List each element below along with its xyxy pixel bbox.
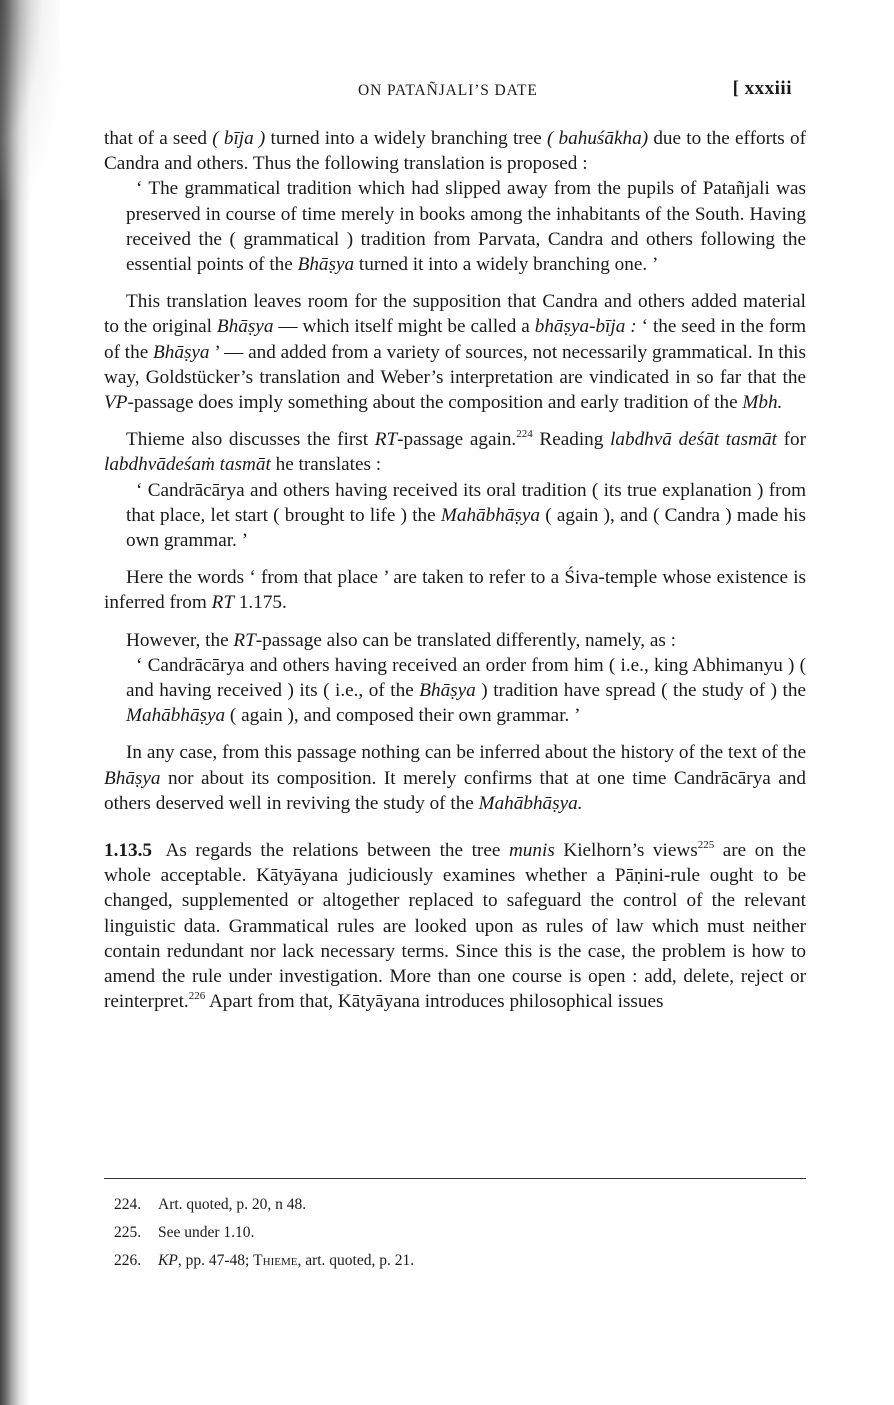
footnote: 224. Art. quoted, p. 20, n 48.	[114, 1196, 307, 1213]
paragraph: This translation leaves room for the supposition that Candra and others added material to the original Bhāṣya — which itself might be called a bhāṣya-bīja : ‘ the seed in the form of the Bhāṣya ’ — and added from a variety of sources, not necessarily grammatical. In this way, Goldstücker’s translation and Weber’s interpretation are vindicated in so far that the VP-passage does imply something about the composition and early tradition of the Mbh.	[104, 291, 806, 414]
footnote: 225. See under 1.10.	[114, 1224, 255, 1241]
footnote-ref: 224	[516, 428, 533, 441]
quotation: ‘ The grammatical tradition which had slipped away from the pupils of Patañjali was preserved in course of time merely in books among the inhabitants of the South. Having received the ( grammatical ) tradition from Parvata, Candra and others following the essential points of the Bhāṣya turned it into a widely branching one. ’	[126, 178, 806, 276]
paragraph: that of a seed ( bīja ) turned into a widely branching tree ( bahuśākha) due to the efforts of Candra and others. Thus the following translation is proposed :	[104, 128, 806, 175]
paragraph: In any case, from this passage nothing can be inferred about the history of the text of the Bhāṣya nor about its composition. It merely confirms that at one time Candrācārya and others deserved well in reviving the study of the Mahābhāṣya.	[104, 742, 806, 814]
running-title: ON PATAÑJALI’S DATE	[358, 82, 538, 99]
section-number: 1.13.5	[104, 840, 152, 862]
page-header	[104, 78, 792, 108]
footnote: 226. KP, pp. 47-48; Thieme, art. quoted, p. 21.	[114, 1252, 415, 1269]
quotation: ‘ Candrācārya and others having received an order from him ( i.e., king Abhimanyu ) ( and having received ) its ( i.e., of the Bhāṣya ) tradition have spread ( the study of ) the Mahābhāṣya ( again ), and composed their own grammar. ’	[126, 654, 806, 727]
footnote-ref: 225	[697, 839, 715, 852]
scan-shadow-corner	[0, 0, 60, 200]
quotation: ‘ Candrācārya and others having received its oral tradition ( its true explanation ) from that place, let start ( brought to life ) the Mahābhāṣya ( again ), and ( Candra ) made his own grammar. ’	[126, 479, 806, 552]
footnote-ref: 226	[188, 990, 206, 1003]
page-number: [ xxxiii	[732, 78, 792, 99]
footnotes	[104, 1178, 806, 1275]
section-paragraph: 1.13.5 As regards the relations between the tree munis Kielhorn’s views$^{225}$ are on the whole acceptable. Kātyāyana judiciously examines whether a Pāṇini-rule ought to be changed, supplemented or altogether replaced to safeguard the control of the relevant linguistic data. Grammatical rules are looked upon as rules of law which must neither contain redundant nor lack necessary terms. Since this is the case, the problem is how to amend the rule under investigation. More than one course is open : add, delete, reject or reinterpret.$^{226}$ Apart from that, Kātyāyana introduces philosophical issues	[104, 839, 806, 1013]
main-text	[104, 126, 806, 1015]
paragraph: Thieme also discusses the first RT-passage again.$^{224}$ Reading labdhvā deśāt tasmāt for labdhvādeśaṁ tasmāt he translates :	[104, 428, 806, 476]
paragraph: Here the words ‘ from that place ’ are taken to refer to a Śiva-temple whose existence is inferred from RT 1.175.	[104, 567, 806, 614]
scan-shadow-left	[0, 0, 30, 1405]
paragraph: However, the RT-passage also can be translated differently, namely, as :	[126, 629, 676, 651]
